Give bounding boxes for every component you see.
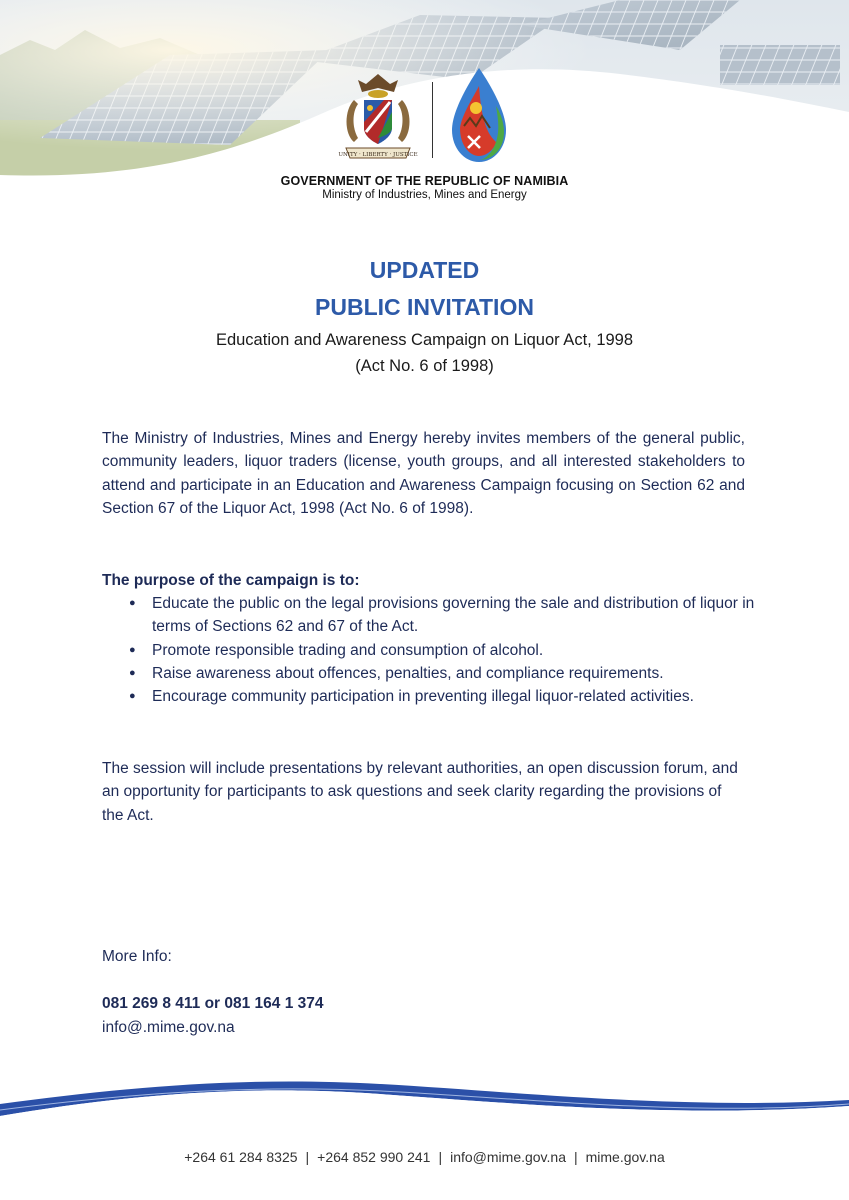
footer-separator: | [438,1149,443,1165]
crest-motto: UNITY · LIBERTY · JUSTICE [338,152,418,158]
header-banner-solar-panels [0,0,849,200]
subtitle-act-number: (Act No. 6 of 1998) [355,357,494,375]
heading-updated: UPDATED [369,257,480,283]
government-title: GOVERNMENT OF THE REPUBLIC OF NAMIBIA [280,174,569,188]
footer-contacts [0,1149,849,1165]
list-item: ● Promote responsible trading and consumption of alcohol. [102,639,762,662]
footer-wave-decoration [0,1070,849,1130]
session-paragraph: The session will include presentations by relevant authorities, an open discussion forum, and an opportunity for participants to ask questions and seek clarity regarding the provisions of the Act. [102,760,738,824]
contact-phones: 081 269 8 411 or 081 164 1 374 [102,995,324,1012]
logo-divider [432,82,433,158]
ministry-name: Ministry of Industries, Mines and Energy [322,189,527,201]
purpose-list [102,592,762,708]
footer-website[interactable]: mime.gov.na [585,1149,665,1165]
list-item: ● Encourage community participation in preventing illegal liquor-related activities. [102,685,762,708]
footer-phone-1[interactable]: +264 61 284 8325 [184,1149,298,1165]
list-item: ● Raise awareness about offences, penalties, and compliance requirements. [102,662,762,685]
footer-phone-2[interactable]: +264 852 990 241 [317,1149,431,1165]
footer-email[interactable]: info@mime.gov.na [450,1149,566,1165]
purpose-heading: The purpose of the campaign is to: [102,572,360,589]
footer-separator: | [573,1149,578,1165]
intro-paragraph: The Ministry of Industries, Mines and Energy hereby invites members of the general public, community leaders, liquor traders (license, youth groups, and all interested stakeholders to attend and participate in an Education and Awareness Campaign focusing on Section 62 and Section 67 of the Liquor Act, 1998 (Act No. 6 of 1998). [102,430,745,517]
ministry-drop-logo [446,66,512,164]
footer-separator: | [305,1149,310,1165]
contact-email[interactable]: info@.mime.gov.na [102,1019,235,1036]
more-info-label: More Info: [102,948,172,965]
subtitle-campaign: Education and Awareness Campaign on Liquor Act, 1998 [215,331,634,349]
list-item: ● Educate the public on the legal provisions governing the sale and distribution of liquor in terms of Sections 62 and 67 of the Act. [102,592,762,639]
namibia-coat-of-arms-logo [336,72,420,164]
heading-public-invitation: PUBLIC INVITATION [315,294,534,320]
